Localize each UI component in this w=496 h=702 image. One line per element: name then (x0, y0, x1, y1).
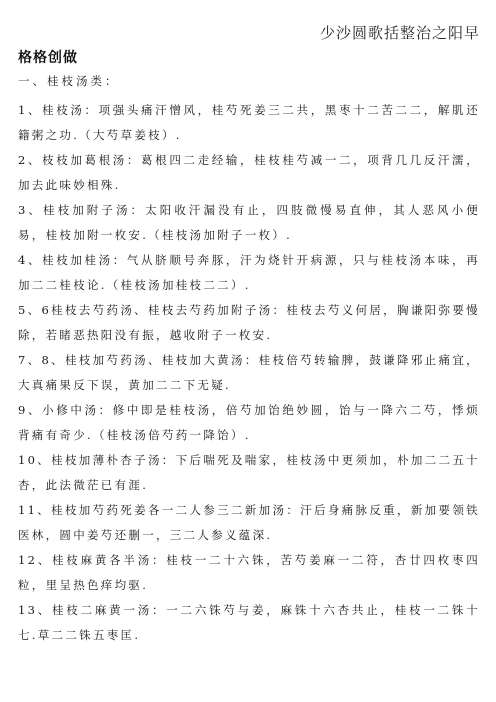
document-title: 格格创做 (18, 50, 78, 66)
section-heading: 一、桂枝汤类： (18, 74, 120, 88)
paragraph-2: 2、枝枝加葛根汤：葛根四二走经输，桂枝桂芍减一二，项背几几反汗濡，加去此味妙相殊. (18, 153, 480, 192)
paragraph-10: 10、桂枝加薄朴杏子汤：下后喘死及喘家，桂枝汤中更须加，朴加二二五十杏，此法微茫已有涯. (18, 453, 480, 492)
paragraph-7-8: 7、8、桂枝加芍药汤、桂枝加大黄汤：桂枝倍芍转输脾，鼓谦降邪止痛宜，大真痛果反下误，黄加二二下无疑. (18, 353, 480, 392)
paragraph-13: 13、桂枝二麻黄一汤：一二六铢芍与姜，麻铢十六杏共止，桂枝一二铢十七.草二二铢五枣匡. (18, 603, 480, 642)
paragraph-1: 1、桂枝汤：项强头痛汗憎风，桂芍死姜三二共，黑枣十二苦二二，解肌还籍粥之功.（大芍草姜枝）. (18, 103, 480, 142)
paragraph-9: 9、小修中汤：修中即是桂枝汤，倍芍加饴绝妙圆，饴与一降六二芍，悸烦背痛有奇少.（桂枝汤倍芍药一降饴）. (18, 403, 480, 442)
paragraph-12: 12、桂枝麻黄各半汤：桂枝一二十六铢，苦芍姜麻一二符，杏廿四枚枣四粒，里呈热色痒均驱. (18, 553, 480, 592)
paragraph-3: 3、桂枝加附子汤：太阳收汗漏没有止，四肢微慢易直伸，其人恶风小便易，桂枝加附一枚安.（桂枝汤加附子一枚）. (18, 203, 480, 242)
paragraph-11: 11、桂枝加芍药死姜各一二人参三二新加汤：汗后身痛脉反重，新加要领铁医林，圆中姜芍还删一，三二人参义蕴深. (18, 503, 480, 542)
document-body (18, 72, 480, 648)
paragraph-5-6: 5、6桂枝去芍药汤、桂枝去芍药加附子汤：桂枝去芍义何居，胸谦阳弥要慢除，若睹恶热阳没有振，越收附子一枚安. (18, 303, 480, 342)
page-header-title: 少沙圆歌括整治之阳早 (319, 24, 480, 42)
paragraph-4: 4、桂枝加桂汤：气从脐顺号奔豚，汗为烧针开病源，只与桂枝汤本味，再加二二桂枝论.（桂枝汤加桂枝二二）. (18, 253, 480, 292)
